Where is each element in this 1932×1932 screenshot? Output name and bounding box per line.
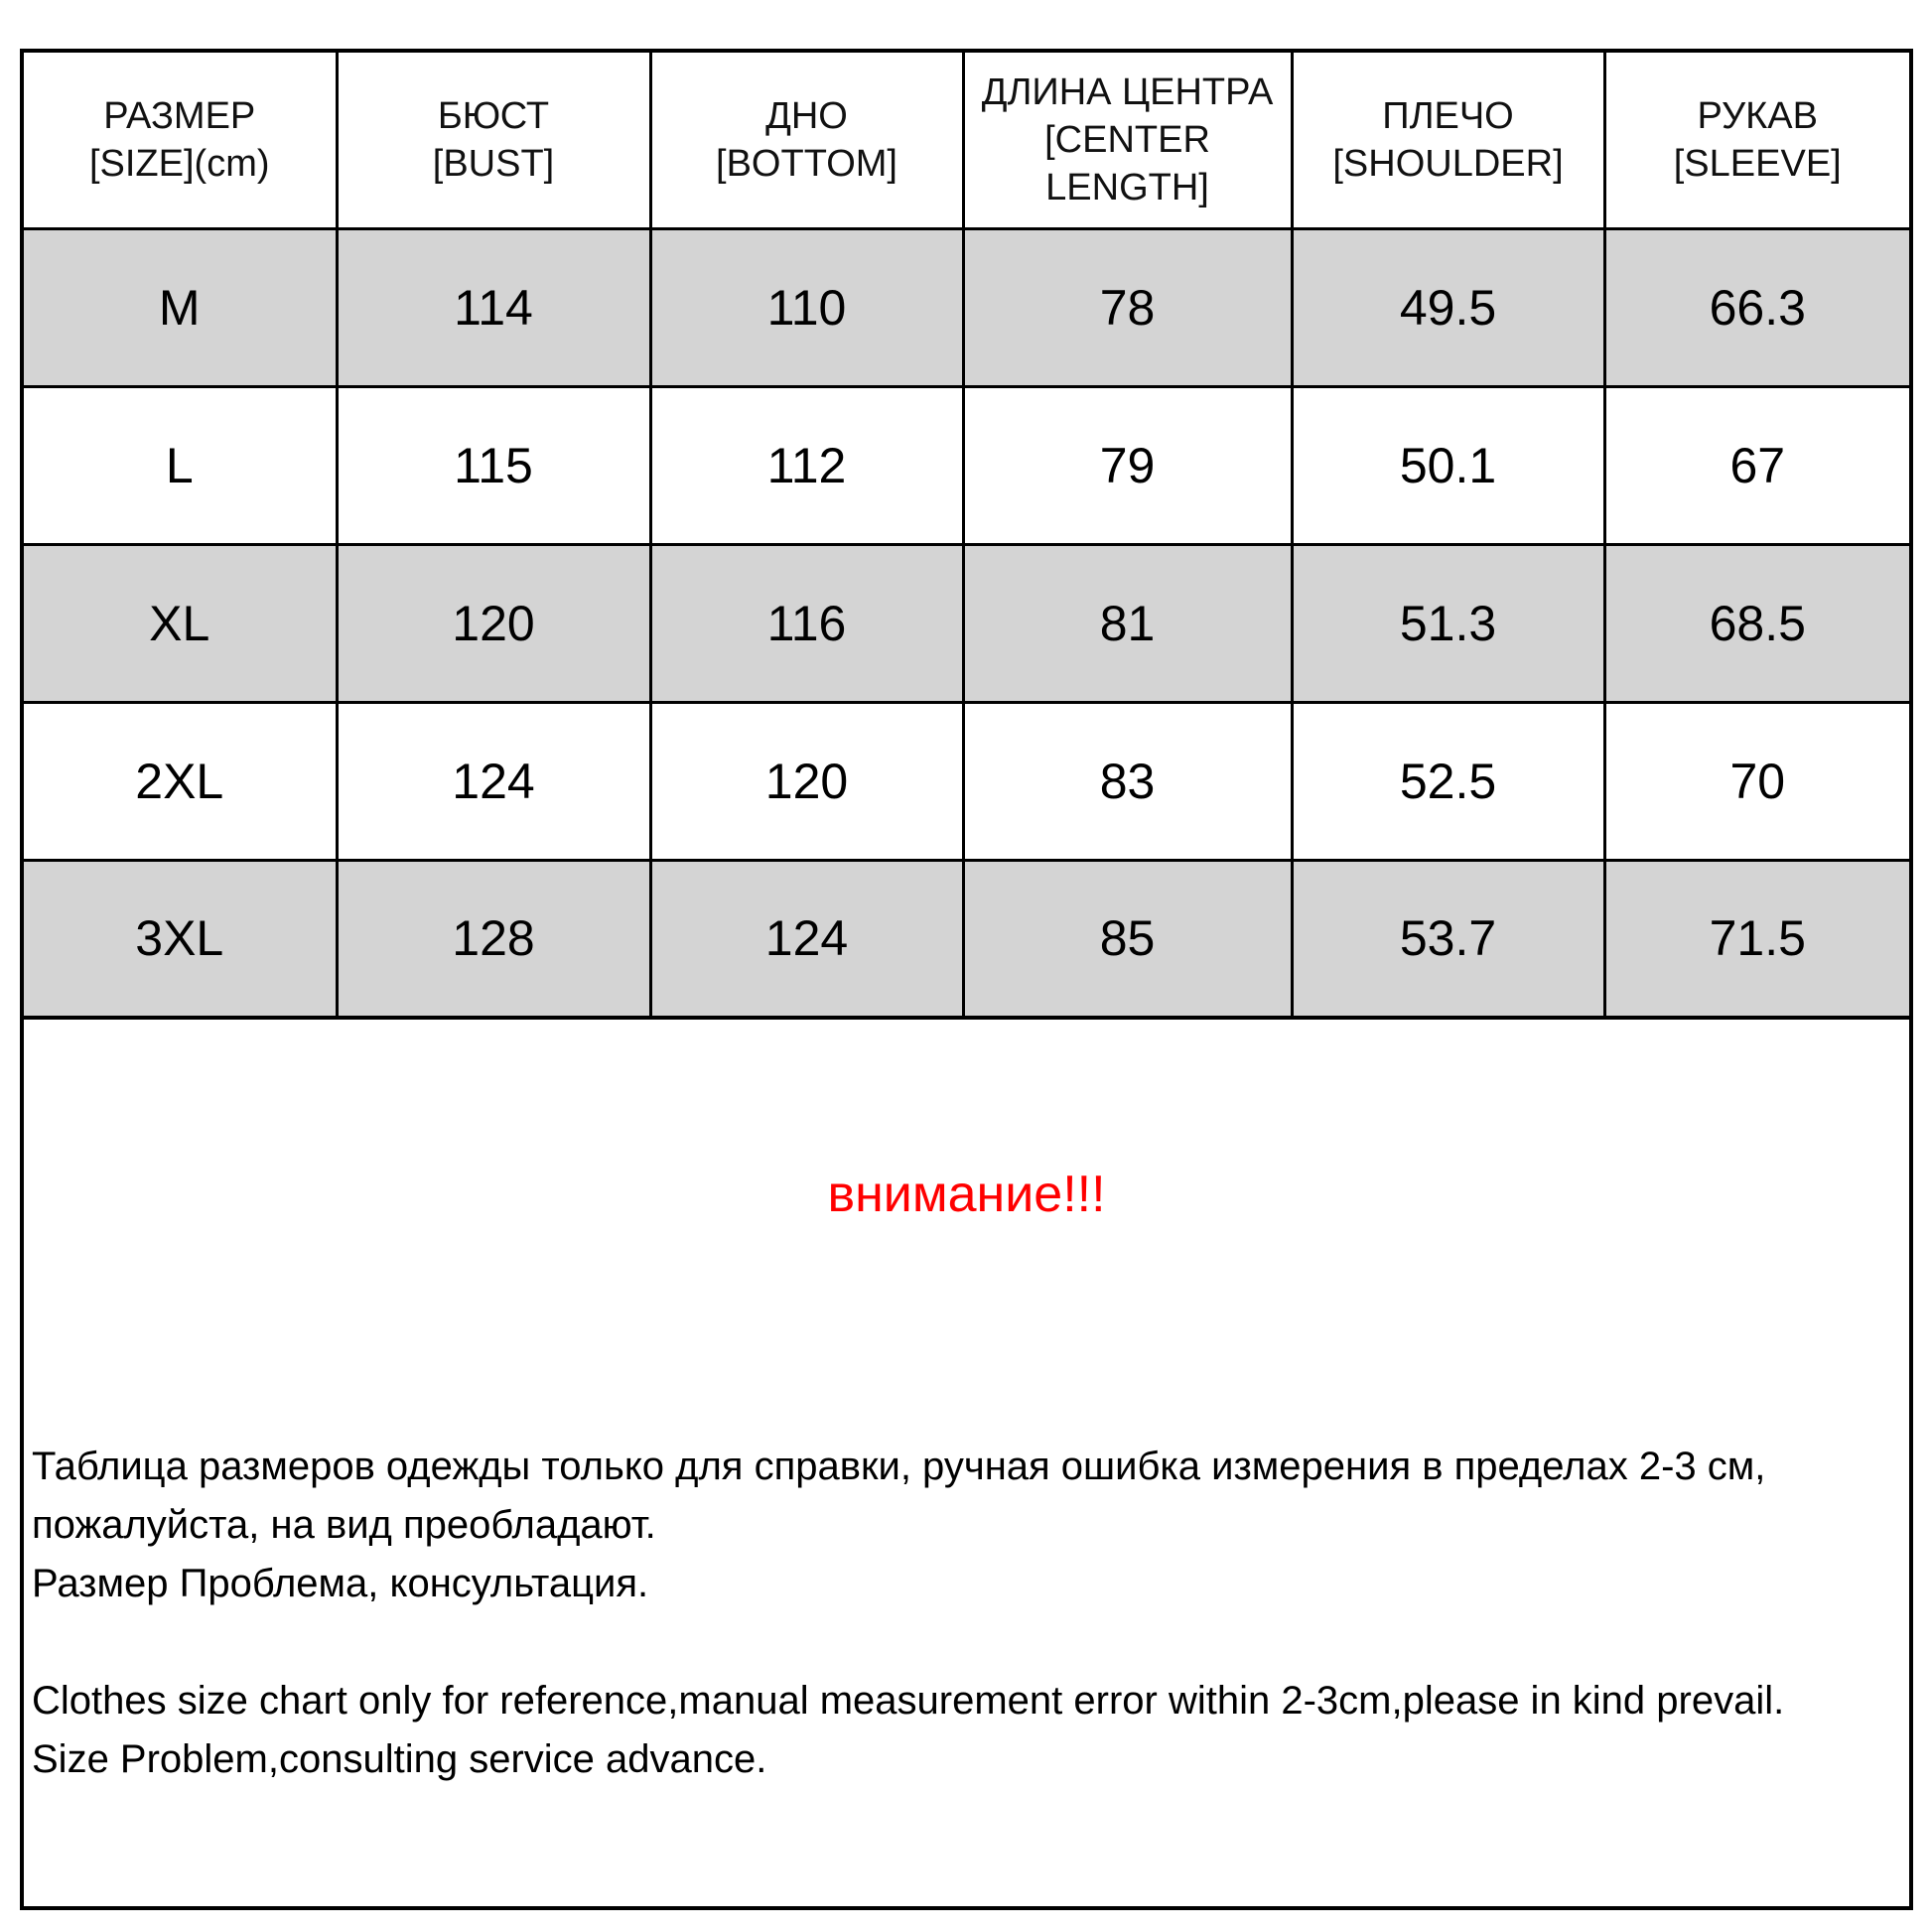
table-header-row [24, 53, 1909, 228]
note-en-reference: Clothes size chart only for reference,manual measurement error within 2-3cm,please in kind prevail. [32, 1679, 1785, 1723]
cell-shoulder: 53.7 [1292, 860, 1604, 1018]
attention-notice: внимание!!! [827, 1166, 1106, 1223]
cell-size: 3XL [24, 860, 337, 1018]
cell-shoulder: 51.3 [1292, 544, 1604, 702]
cell-center-length: 78 [963, 228, 1292, 386]
cell-bottom: 112 [650, 386, 963, 544]
note-ru-consult: Размер Проблема, консультация. [32, 1562, 649, 1605]
cell-bust: 128 [337, 860, 650, 1018]
cell-center-length: 85 [963, 860, 1292, 1018]
cell-sleeve: 68.5 [1604, 544, 1909, 702]
size-notes [32, 1438, 1903, 1789]
notes-spacer [32, 1613, 1903, 1672]
cell-bust: 115 [337, 386, 650, 544]
size-table [24, 53, 1909, 1020]
header-bottom: ДНО [BOTTOM] [650, 53, 963, 228]
table-row [24, 386, 1909, 544]
cell-size: L [24, 386, 337, 544]
note-ru-reference: Таблица размеров одежды только для справки, ручная ошибка измерения в пределах 2-3 см, пожалуйста, на вид преобладают. [32, 1445, 1766, 1547]
cell-sleeve: 71.5 [1604, 860, 1909, 1018]
table-row [24, 228, 1909, 386]
cell-shoulder: 52.5 [1292, 702, 1604, 860]
cell-sleeve: 66.3 [1604, 228, 1909, 386]
cell-bust: 120 [337, 544, 650, 702]
cell-bust: 114 [337, 228, 650, 386]
cell-shoulder: 50.1 [1292, 386, 1604, 544]
table-row [24, 702, 1909, 860]
size-chart-frame [20, 49, 1913, 1910]
header-sleeve: РУКАВ [SLEEVE] [1604, 53, 1909, 228]
header-center-length: ДЛИНА ЦЕНТРА [CENTER LENGTH] [963, 53, 1292, 228]
cell-size: M [24, 228, 337, 386]
note-en-consult: Size Problem,consulting service advance. [32, 1737, 767, 1781]
cell-center-length: 81 [963, 544, 1292, 702]
cell-sleeve: 70 [1604, 702, 1909, 860]
table-row [24, 544, 1909, 702]
header-bust: БЮСТ [BUST] [337, 53, 650, 228]
header-size: РАЗМЕР [SIZE](cm) [24, 53, 337, 228]
cell-bottom: 120 [650, 702, 963, 860]
cell-sleeve: 67 [1604, 386, 1909, 544]
cell-bottom: 124 [650, 860, 963, 1018]
table-row [24, 860, 1909, 1018]
cell-center-length: 79 [963, 386, 1292, 544]
cell-size: XL [24, 544, 337, 702]
cell-bottom: 110 [650, 228, 963, 386]
cell-shoulder: 49.5 [1292, 228, 1604, 386]
cell-bust: 124 [337, 702, 650, 860]
cell-bottom: 116 [650, 544, 963, 702]
cell-center-length: 83 [963, 702, 1292, 860]
header-shoulder: ПЛЕЧО [SHOULDER] [1292, 53, 1604, 228]
cell-size: 2XL [24, 702, 337, 860]
